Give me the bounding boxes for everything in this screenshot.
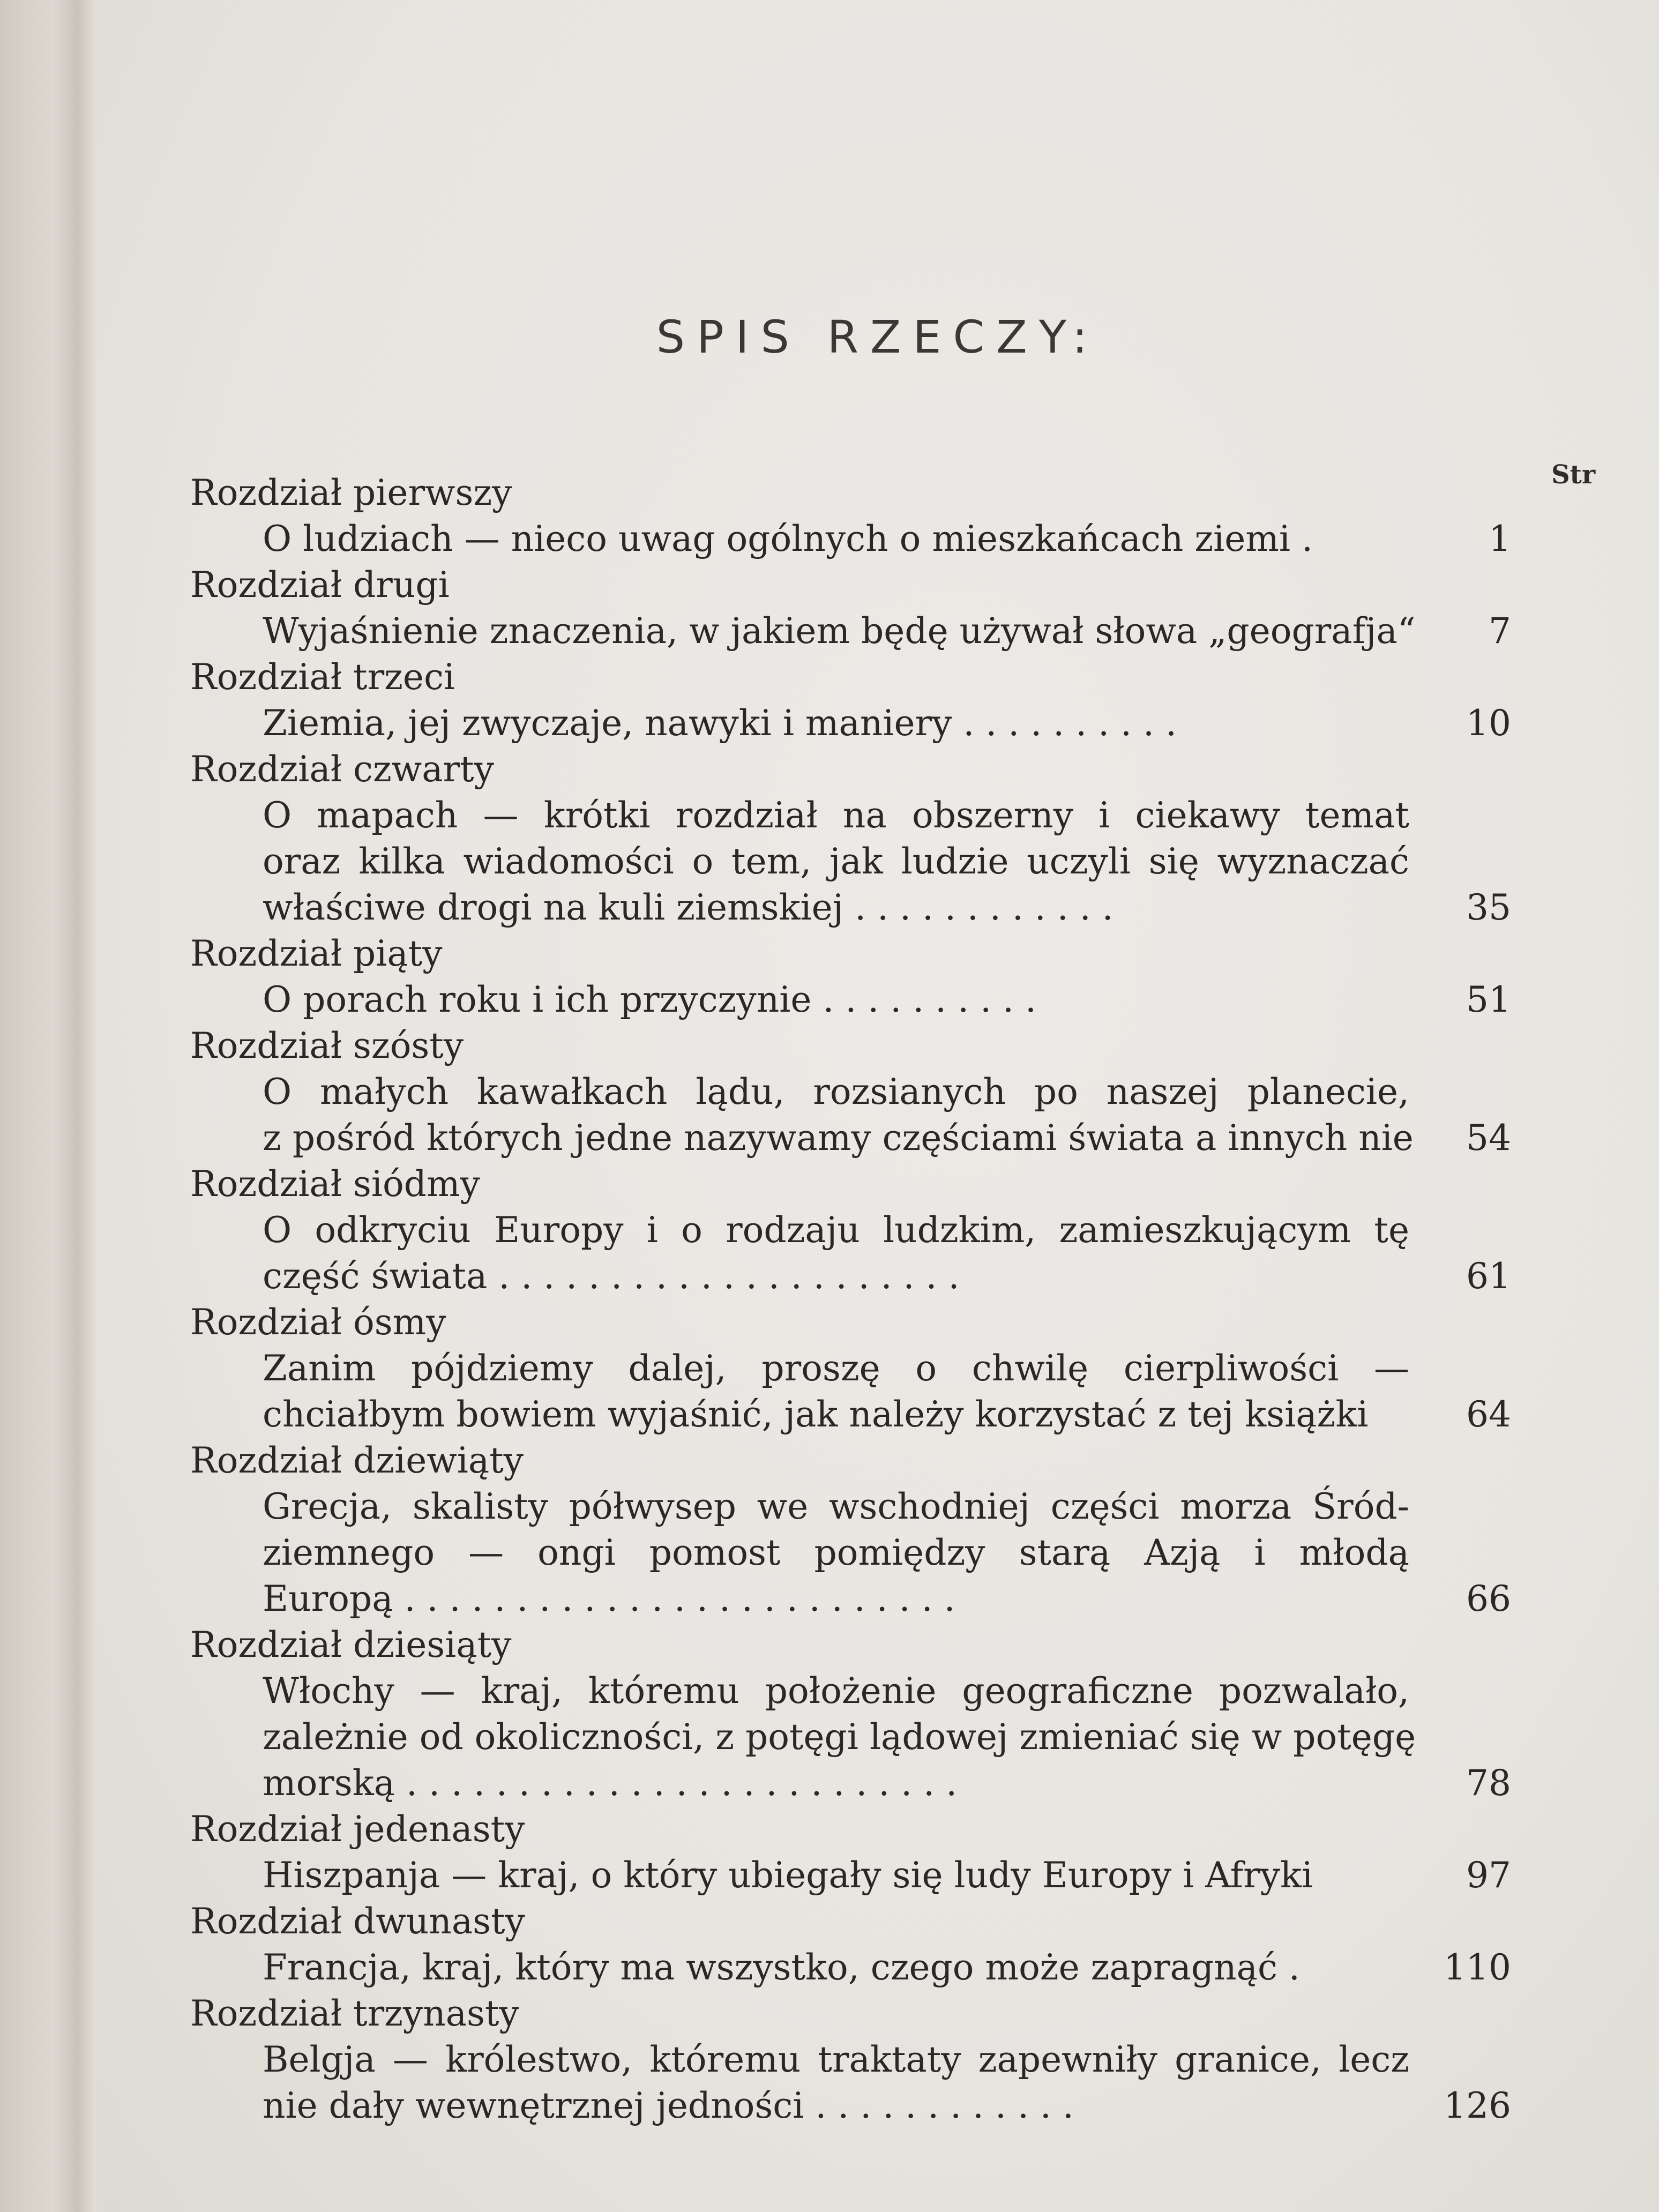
page-number: 64	[1466, 1394, 1511, 1435]
chapter-description-line	[263, 1762, 1409, 1805]
chapter-description-line	[263, 886, 1409, 929]
chapter-description-line	[263, 1255, 1409, 1298]
description-text: zależnie od okoliczności, z potęgi lądowej zmieniać się w potęgę	[263, 1716, 1416, 1758]
page-number: 10	[1466, 703, 1511, 744]
page-number: 51	[1466, 979, 1511, 1020]
chapter-heading: Rozdział jedenasty	[190, 1809, 525, 1850]
chapter-description-line	[263, 1393, 1409, 1436]
page-number: 126	[1444, 2085, 1511, 2126]
chapter-description-line	[263, 1117, 1414, 1160]
chapter-description-line	[263, 2084, 1409, 2127]
chapter-heading: Rozdział siódmy	[190, 1163, 480, 1205]
description-text: właściwe drogi na kuli ziemskiej . . . . . . . . . . . .	[263, 887, 1114, 928]
chapter-description-line	[263, 1531, 1409, 1574]
page-number: 35	[1466, 887, 1511, 928]
description-text: ziemnego — ongi pomost pomiędzy starą Azją i młodą	[263, 1532, 1409, 1573]
page-title: SPIS RZECZY:	[656, 311, 1100, 363]
chapter-heading: Rozdział pierwszy	[190, 472, 512, 513]
chapter-heading: Rozdział dziesiąty	[190, 1624, 512, 1665]
chapter-heading: Rozdział ósmy	[190, 1302, 446, 1343]
chapter-description-line	[263, 702, 1409, 745]
chapter-description-line	[263, 1485, 1409, 1528]
chapter-description-line	[263, 1347, 1409, 1390]
chapter-heading: Rozdział trzeci	[190, 656, 455, 698]
description-text: Grecja, skalisty półwysep we wschodniej części morza Śród-	[263, 1486, 1409, 1527]
chapter-heading: Rozdział dwunasty	[190, 1901, 525, 1942]
chapter-heading: Rozdział drugi	[190, 564, 450, 606]
description-text: Europą . . . . . . . . . . . . . . . . . . . . . . . . .	[263, 1578, 955, 1619]
page-number: 66	[1466, 1578, 1511, 1619]
chapter-description-line	[263, 840, 1409, 883]
description-text: O małych kawałkach lądu, rozsianych po naszej planecie,	[263, 1071, 1409, 1112]
chapter-heading: Rozdział dziewiąty	[190, 1440, 524, 1481]
description-text: O ludziach — nieco uwag ogólnych o mieszkańcach ziemi .	[263, 518, 1313, 559]
description-text: z pośród których jedne nazywamy częściami świata a innych nie	[263, 1117, 1414, 1159]
description-text: Zanim pójdziemy dalej, proszę o chwilę cierpliwości —	[263, 1348, 1409, 1389]
page-number: 97	[1466, 1855, 1511, 1896]
chapter-description-line	[263, 518, 1409, 561]
chapter-description-line	[263, 1854, 1409, 1897]
chapter-description-line	[263, 978, 1409, 1021]
page-column-header: Str	[1551, 460, 1596, 490]
page-number: 110	[1444, 1947, 1511, 1988]
page-number: 78	[1466, 1762, 1511, 1804]
description-text: morską . . . . . . . . . . . . . . . . . . . . . . . . .	[263, 1762, 958, 1804]
page-number: 7	[1489, 610, 1511, 652]
chapter-description-line	[263, 2038, 1409, 2081]
description-text: O porach roku i ich przyczynie . . . . . . . . . .	[263, 979, 1036, 1020]
chapter-description-line	[263, 1209, 1409, 1252]
description-text: Belgja — królestwo, któremu traktaty zapewniły granice, lecz	[263, 2039, 1409, 2080]
description-text: Włochy — kraj, któremu położenie geograficzne pozwalało,	[263, 1670, 1409, 1712]
description-text: O mapach — krótki rozdział na obszerny i ciekawy temat	[263, 795, 1409, 836]
chapter-description-line	[263, 610, 1416, 653]
chapter-description-line	[263, 1578, 1409, 1620]
chapter-heading: Rozdział piąty	[190, 933, 443, 974]
chapter-heading: Rozdział trzynasty	[190, 1993, 519, 2034]
description-text: Hiszpanja — kraj, o który ubiegały się ludy Europy i Afryki	[263, 1855, 1313, 1896]
chapter-description-line	[263, 794, 1409, 837]
chapter-description-line	[263, 1670, 1409, 1713]
description-text: O odkryciu Europy i o rodzaju ludzkim, zamieszkującym tę	[263, 1209, 1409, 1251]
chapter-heading: Rozdział szósty	[190, 1025, 464, 1066]
description-text: Ziemia, jej zwyczaje, nawyki i maniery . . . . . . . . . .	[263, 703, 1177, 744]
description-text: nie dały wewnętrznej jedności . . . . . . . . . . . .	[263, 2085, 1074, 2126]
description-text: Francja, kraj, który ma wszystko, czego może zapragnąć .	[263, 1947, 1300, 1988]
description-text: oraz kilka wiadomości o tem, jak ludzie uczyli się wyznaczać	[263, 841, 1409, 882]
page-number: 1	[1489, 518, 1511, 559]
description-text: chciałbym bowiem wyjaśnić, jak należy korzystać z tej książki	[263, 1394, 1369, 1435]
chapter-heading: Rozdział czwarty	[190, 749, 494, 790]
description-text: Wyjaśnienie znaczenia, w jakiem będę używał słowa „geografja“	[263, 610, 1416, 652]
page-number: 61	[1466, 1256, 1511, 1297]
chapter-description-line	[263, 1716, 1416, 1759]
chapter-description-line	[263, 1071, 1409, 1114]
page-number: 54	[1466, 1117, 1511, 1159]
description-text: część świata . . . . . . . . . . . . . . . . . . . . .	[263, 1256, 960, 1297]
chapter-description-line	[263, 1946, 1409, 1989]
